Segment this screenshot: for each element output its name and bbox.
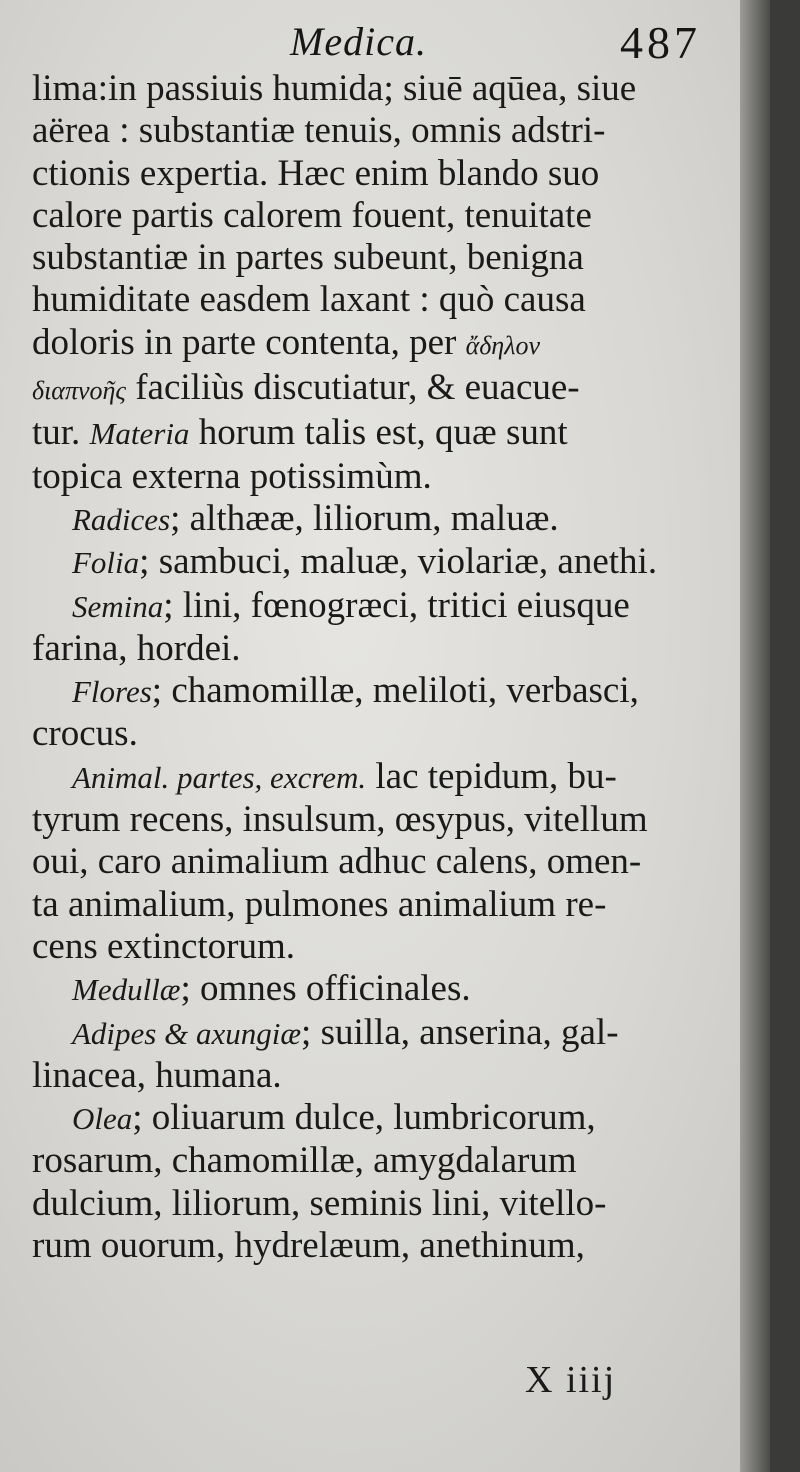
page-footer <box>0 1358 770 1408</box>
entry-text: lac tepidum, bu- <box>366 755 617 797</box>
entry-text: ; chamomillæ, meliloti, verbasci, <box>151 670 639 712</box>
text-line: ctionis expertia. Hæc enim blando suo <box>32 152 600 194</box>
entry-flores <box>32 670 732 713</box>
entry-medullae <box>32 968 732 1011</box>
text-line <box>32 367 732 412</box>
entry-label: Animal. partes, excrem. <box>72 759 367 795</box>
text-line <box>32 322 732 367</box>
text-line: lima:in passiuis humida; siuē aqūea, siue <box>32 68 637 109</box>
text-line: crocus. <box>32 713 138 755</box>
text-line: topica externa potissimùm. <box>32 455 432 497</box>
text-line: rosarum, chamomillæ, amygdalarum <box>32 1140 577 1182</box>
entry-text: ; lini, fœnogræci, tritici eiusque <box>163 584 630 626</box>
entry-label: Radices <box>72 501 171 537</box>
entry-text: ; oliuarum dulce, lumbricorum, <box>132 1097 596 1139</box>
text-line: rum ouorum, hydrelæum, anethinum, <box>32 1225 585 1267</box>
entry-label: Semina <box>72 588 164 624</box>
materia-label: Materia <box>89 416 190 452</box>
entry-folia <box>32 541 732 584</box>
page-edge-shadow <box>740 0 770 1472</box>
text-line: humiditate easdem laxant : quò causa <box>32 279 586 321</box>
text-line: tyrum recens, insulsum, œsypus, vitellum <box>32 799 648 841</box>
entry-label: Flores <box>72 674 152 710</box>
entry-label: Adipes & axungiæ <box>72 1015 302 1051</box>
text-line: calore partis calorem fouent, tenuitate <box>32 194 592 236</box>
text-fragment: horum talis est, quæ sunt <box>189 412 568 454</box>
entry-adipes <box>32 1012 732 1055</box>
body-text <box>32 68 732 1267</box>
text-fragment: tur. <box>32 412 90 454</box>
text-fragment: faciliùs discutiatur, & euacue- <box>125 367 580 409</box>
greek-word: διαπνοῆς <box>32 376 126 406</box>
page-header <box>0 10 770 70</box>
page-number: 487 <box>620 17 701 68</box>
text-line: ta animalium, pulmones animalium re- <box>32 883 607 925</box>
entry-olea <box>32 1097 732 1140</box>
text-line <box>32 412 732 455</box>
text-line: dulcium, liliorum, seminis lini, vitello- <box>32 1182 607 1224</box>
entry-radices <box>32 498 732 541</box>
greek-word: ἄδηλον <box>465 330 541 360</box>
entry-text: ; suilla, anserina, gal- <box>301 1011 619 1053</box>
entry-text: ; sambuci, maluæ, violariæ, anethi. <box>139 541 658 583</box>
text-line: linacea, humana. <box>32 1054 282 1096</box>
signature-mark: X iiij <box>525 1359 617 1401</box>
entry-text: ; omnes officinales. <box>180 968 471 1010</box>
entry-label: Olea <box>72 1101 133 1137</box>
text-line: oui, caro animalium adhuc calens, omen- <box>32 841 642 883</box>
text-line: cens extinctorum. <box>32 925 296 967</box>
running-head: Medica. <box>290 19 427 64</box>
text-line: aërea : substantiæ tenuis, omnis adstri- <box>32 110 606 152</box>
text-fragment: doloris in parte contenta, per <box>32 321 457 363</box>
entry-label: Medullæ <box>72 972 181 1008</box>
entry-animal <box>32 756 732 799</box>
entry-semina <box>32 585 732 628</box>
entry-label: Folia <box>72 545 140 581</box>
text-line: substantiæ in partes subeunt, benigna <box>32 237 584 279</box>
entry-text: ; althææ, liliorum, maluæ. <box>170 497 559 539</box>
text-line: farina, hordei. <box>32 627 241 669</box>
